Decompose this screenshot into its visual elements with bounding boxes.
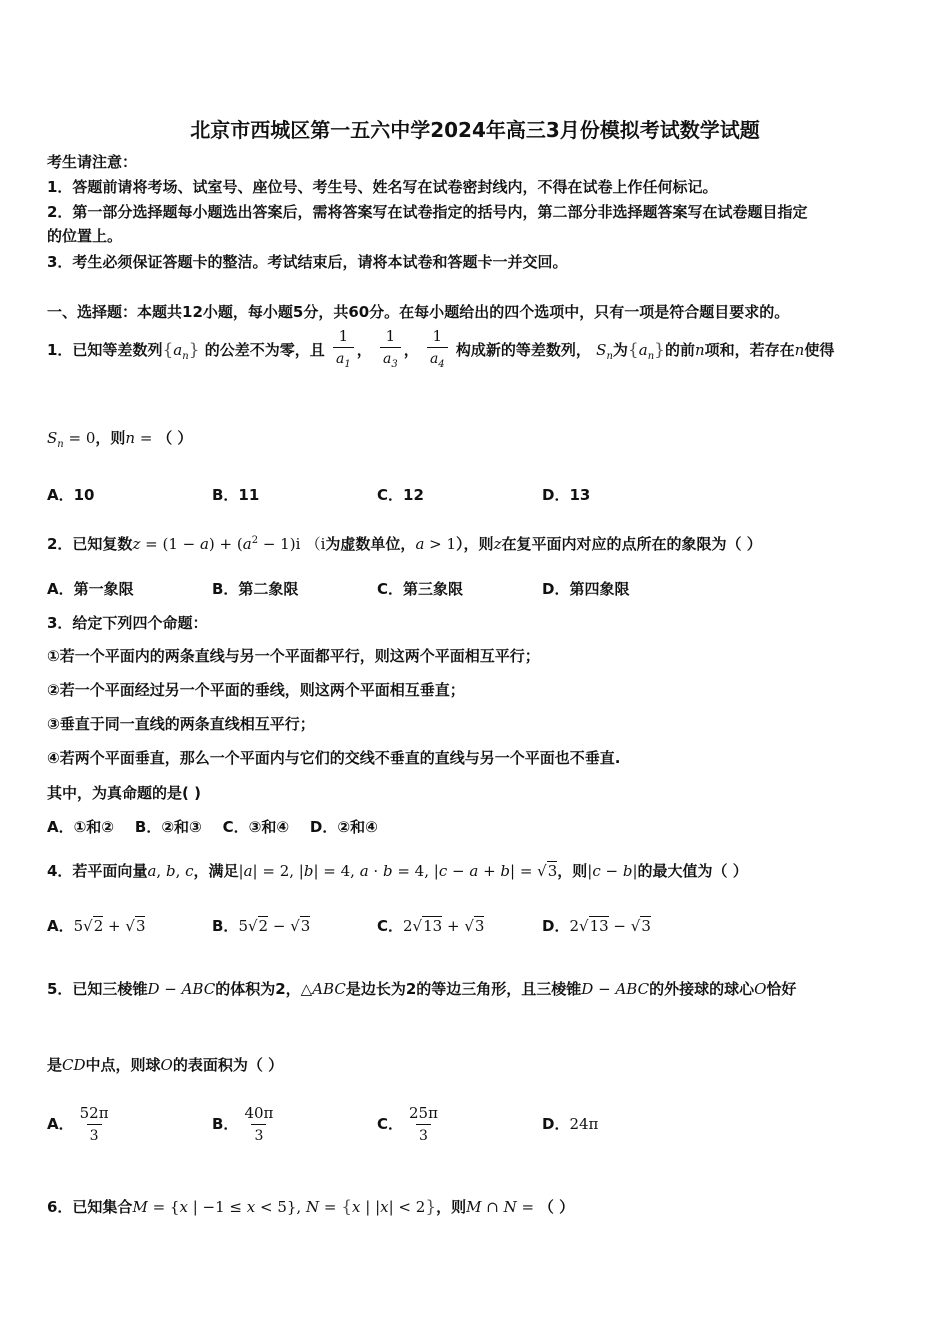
fraction-1-over-a4: $\frac{1}{a_4}$ <box>427 327 448 374</box>
q3-options[interactable]: A．①和② B．②和③ C．③和④ D．②和④ <box>47 818 378 836</box>
question-2-stem: 2．已知复数$z = (1 - a) + (a^2 - 1)i$ （i为虚数单位，a > 1），则z在复平面内对应的点所在的象限为（ ） <box>47 535 762 553</box>
q3-proposition-1: ①若一个平面内的两条直线与另一个平面都平行，则这两个平面相互平行； <box>47 647 540 665</box>
section-heading: 一、选择题：本题共12小题，每小题5分，共60分。在每小题给出的四个选项中，只有一项是符合题目要求的。 <box>47 303 790 321</box>
question-1-cont: $S_n = 0$，则n = （ ） <box>47 429 193 450</box>
question-5-stem: 5．已知三棱锥D − ABC的体积为2，△ABC是边长为2的等边三角形，且三棱锥D − ABC的外接球的球心O恰好 <box>47 980 797 998</box>
q4-option-c[interactable]: C．2√13 + √3 <box>377 917 485 935</box>
notice-heading: 考生请注意： <box>47 153 138 171</box>
question-4-stem: 4．若平面向量a, b, c，满足|a| = 2, |b| = 4, a · b = 4, |c − a + b| = √3，则|c − b|的最大值为（ ） <box>47 862 748 880</box>
q4-option-a[interactable]: A．5√2 + √3 <box>47 917 146 935</box>
q1-option-c[interactable]: C．12 <box>377 486 424 504</box>
q3-question: 其中，为真命题的是( ) <box>47 784 201 802</box>
q4-option-d[interactable]: D．2√13 − √3 <box>542 917 651 935</box>
notice-item-2-cont: 的位置上。 <box>47 227 123 245</box>
notice-item-1: 1．答题前请将考场、试室号、座位号、考生号、姓名写在试卷密封线内，不得在试卷上作任何标记。 <box>47 178 718 196</box>
question-5-cont: 是CD中点，则球O的表面积为（ ） <box>47 1056 284 1074</box>
q2-option-a[interactable]: A．第一象限 <box>47 580 134 598</box>
q4-option-b[interactable]: B．5√2 − √3 <box>212 917 311 935</box>
q1-option-a[interactable]: A．10 <box>47 486 95 504</box>
q5-option-d[interactable]: D．24π <box>542 1115 599 1133</box>
notice-item-3: 3．考生必须保证答题卡的整洁。考试结束后，请将本试卷和答题卡一并交回。 <box>47 253 568 271</box>
q2-option-b[interactable]: B．第二象限 <box>212 580 299 598</box>
q5-option-c[interactable]: C． $\frac{25\pi}{3}$ <box>377 1104 438 1144</box>
question-3-stem: 3．给定下列四个命题： <box>47 614 208 632</box>
notice-item-2: 2．第一部分选择题每小题选出答案后，需将答案写在试卷指定的括号内，第二部分非选择题答案写在试卷题目指定 <box>47 203 808 221</box>
q3-proposition-2: ②若一个平面经过另一个平面的垂线，则这两个平面相互垂直； <box>47 681 465 699</box>
q5-option-b[interactable]: B． $\frac{40\pi}{3}$ <box>212 1104 274 1144</box>
q2-option-c[interactable]: C．第三象限 <box>377 580 464 598</box>
page-title: 北京市西城区第一五六中学2024年高三3月份模拟考试数学试题 <box>190 118 760 142</box>
fraction-1-over-a3: $\frac{1}{a_3}$ <box>380 327 401 374</box>
question-6-stem: 6．已知集合M = {x | −1 ≤ x < 5}, N = {x | |x| < 2}，则M ∩ N = （ ） <box>47 1197 575 1217</box>
q1-option-b[interactable]: B．11 <box>212 486 260 504</box>
q5-option-a[interactable]: A． $\frac{52\pi}{3}$ <box>47 1104 109 1144</box>
q1-option-d[interactable]: D．13 <box>542 486 591 504</box>
fraction-1-over-a1: $\frac{1}{a_1}$ <box>333 327 354 374</box>
q2-option-d[interactable]: D．第四象限 <box>542 580 630 598</box>
q3-proposition-4: ④若两个平面垂直，那么一个平面内与它们的交线不垂直的直线与另一个平面也不垂直. <box>47 749 621 767</box>
question-1-stem: 1．已知等差数列$\{a_n\}$ 的公差不为零，且 $\frac{1}{a_1}$ ， $\frac{1}{a_3}$ ， $\frac{1}{a_4}$ 构成新的等差数列， $S_n$为$\{a_n\}$的前n项和，若存在n使得 <box>47 327 834 378</box>
q3-proposition-3: ③垂直于同一直线的两条直线相互平行； <box>47 715 315 733</box>
